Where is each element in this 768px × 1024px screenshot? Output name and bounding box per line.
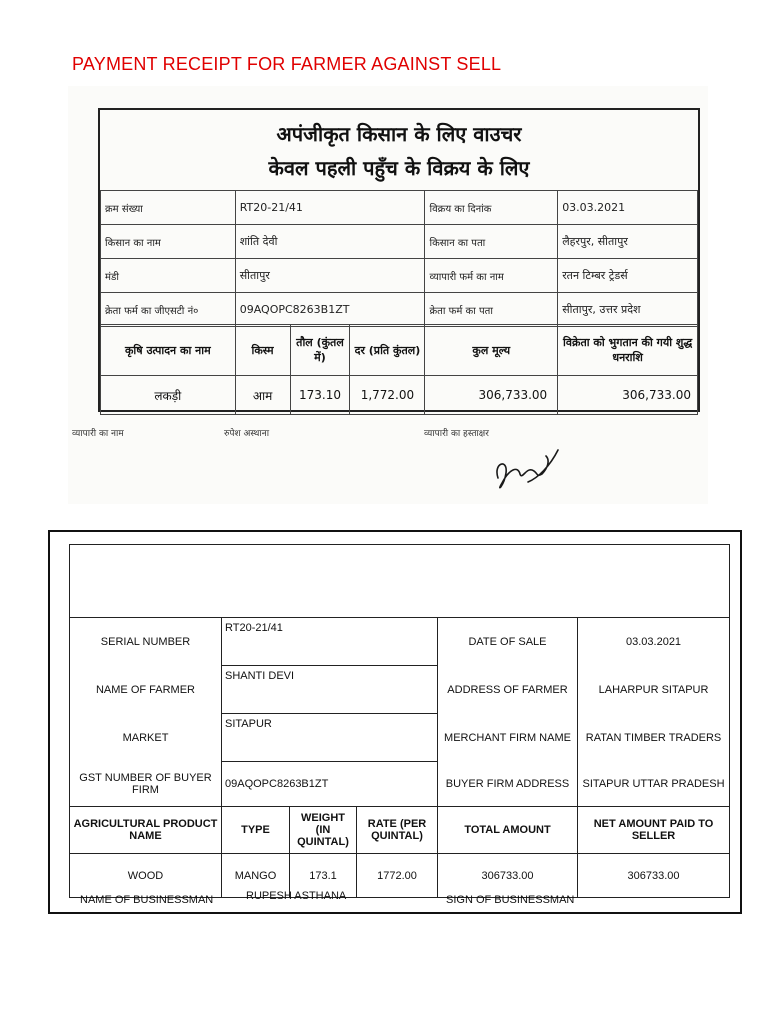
businessman-name-label: NAME OF BUSINESSMAN	[80, 894, 214, 906]
net-amount-cell: 306733.00	[578, 854, 730, 898]
scan-product-cell: 306,733.00	[558, 376, 698, 415]
scan-heading-line2: केवल पहली पहुँच के विक्रय के लिए	[268, 156, 530, 180]
serial-number-label: SERIAL NUMBER	[70, 618, 222, 666]
scan-value: सीतापुर, उत्तर प्रदेश	[558, 293, 698, 327]
farmer-name-label: NAME OF FARMER	[70, 666, 222, 714]
scan-row-gst	[101, 293, 698, 327]
weight-cell: 173.1	[290, 854, 357, 898]
scanned-voucher-document	[98, 108, 700, 412]
scan-heading-line1: अपंजीकृत किसान के लिए वाउचर	[276, 122, 522, 146]
scan-value: सीतापुर	[235, 259, 425, 293]
scan-businessman-name: रुपेश अस्थाना	[224, 429, 270, 439]
scan-sign-label: व्यापारी का हस्ताक्षर	[424, 429, 489, 439]
date-of-sale-value: 03.03.2021	[578, 618, 730, 666]
total-amount-header: TOTAL AMOUNT	[438, 807, 578, 854]
net-amount-header: NET AMOUNT PAID TO SELLER	[578, 807, 730, 854]
blank-header-cell	[70, 545, 730, 618]
scan-label: क्रेता फर्म का जीएसटी नं०	[101, 293, 236, 327]
scan-info-table	[100, 190, 698, 327]
scan-header-cell: कृषि उत्पादन का नाम	[101, 325, 236, 376]
blank-header-row	[70, 545, 730, 618]
scan-header-cell: विक्रेता को भुगतान की गयी शुद्ध धनराशि	[558, 325, 698, 376]
weight-header: WEIGHT (IN QUINTAL)	[290, 807, 357, 854]
type-cell: MANGO	[222, 854, 290, 898]
scan-value: RT20-21/41	[235, 191, 425, 225]
product-name-cell: WOOD	[70, 854, 222, 898]
scan-row-serial	[101, 191, 698, 225]
serial-number-value: RT20-21/41	[222, 618, 438, 666]
scan-businessman-label: व्यापारी का नाम	[72, 429, 124, 439]
scan-product-cell: आम	[235, 376, 290, 415]
scan-value: 09AQOPC8263B1ZT	[235, 293, 425, 327]
rate-header: RATE (PER QUINTAL)	[357, 807, 438, 854]
scan-header-cell: किस्म	[235, 325, 290, 376]
businessman-name-value: RUPESH ASTHANA	[246, 890, 347, 902]
scan-label: विक्रय का दिनांक	[425, 191, 558, 225]
signature-mark	[488, 438, 568, 498]
scan-product-header-row	[101, 325, 698, 376]
scan-label: किसान का नाम	[101, 225, 236, 259]
scan-label: क्रम संख्या	[101, 191, 236, 225]
rate-cell: 1772.00	[357, 854, 438, 898]
row-gst	[70, 762, 730, 807]
scan-header-cell: तौल (कुंतल में)	[290, 325, 350, 376]
date-of-sale-label: DATE OF SALE	[438, 618, 578, 666]
businessman-sign-label: SIGN OF BUSINESSMAN	[446, 894, 575, 906]
scan-value: रतन टिम्बर ट्रेडर्स	[558, 259, 698, 293]
scan-product-cell: 173.10	[290, 376, 350, 415]
scan-product-cell: 1,772.00	[350, 376, 425, 415]
scanned-voucher-image	[68, 86, 708, 504]
page-title: PAYMENT RECEIPT FOR FARMER AGAINST SELL	[72, 54, 502, 74]
product-row	[70, 854, 730, 898]
farmer-address-value: LAHARPUR SITAPUR	[578, 666, 730, 714]
row-serial	[70, 618, 730, 666]
farmer-address-label: ADDRESS OF FARMER	[438, 666, 578, 714]
scan-value: 03.03.2021	[558, 191, 698, 225]
gst-number-label: GST NUMBER OF BUYER FIRM	[70, 762, 222, 807]
scan-header-cell: दर (प्रति कुंतल)	[350, 325, 425, 376]
merchant-firm-value: RATAN TIMBER TRADERS	[578, 714, 730, 762]
row-market	[70, 714, 730, 762]
scan-product-cell: लकड़ी	[101, 376, 236, 415]
market-value: SITAPUR	[222, 714, 438, 762]
scan-product-table	[100, 324, 698, 415]
row-farmer	[70, 666, 730, 714]
scan-label: किसान का पता	[425, 225, 558, 259]
scan-row-farmer	[101, 225, 698, 259]
buyer-address-label: BUYER FIRM ADDRESS	[438, 762, 578, 807]
product-header-row	[70, 807, 730, 854]
gst-number-value: 09AQOPC8263B1ZT	[222, 762, 438, 807]
scan-label: क्रेता फर्म का पता	[425, 293, 558, 327]
scan-product-cell: 306,733.00	[425, 376, 558, 415]
total-amount-cell: 306733.00	[438, 854, 578, 898]
scan-value: लैहरपुर, सीतापुर	[558, 225, 698, 259]
scan-value: शांति देवी	[235, 225, 425, 259]
scan-label: मंडी	[101, 259, 236, 293]
scan-row-market	[101, 259, 698, 293]
buyer-address-value: SITAPUR UTTAR PRADESH	[578, 762, 730, 807]
merchant-firm-label: MERCHANT FIRM NAME	[438, 714, 578, 762]
english-receipt-table	[69, 544, 730, 898]
english-receipt-frame	[48, 530, 742, 914]
product-name-header: AGRICULTURAL PRODUCT NAME	[70, 807, 222, 854]
type-header: TYPE	[222, 807, 290, 854]
scan-product-row	[101, 376, 698, 415]
scan-header-cell: कुल मूल्य	[425, 325, 558, 376]
scan-label: व्यापारी फर्म का नाम	[425, 259, 558, 293]
market-label: MARKET	[70, 714, 222, 762]
farmer-name-value: SHANTI DEVI	[222, 666, 438, 714]
